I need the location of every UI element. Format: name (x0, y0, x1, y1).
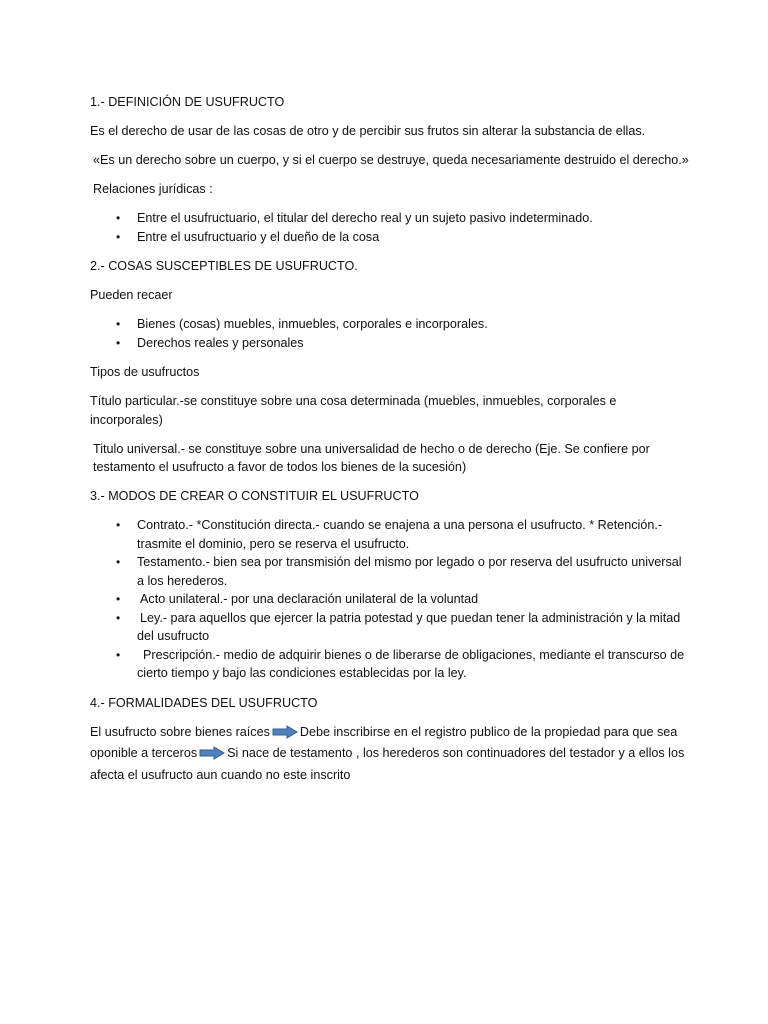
quote-paragraph: «Es un derecho sobre un cuerpo, y si el cuerpo se destruye, queda necesariamente destruido el derecho.» (93, 153, 689, 167)
list-item-text: Bienes (cosas) muebles, inmuebles, corporales e incorporales. (137, 317, 488, 331)
list-item-text: Contrato.- *Constitución directa.- cuando se enajena a una persona el usufructo. * Retención.- trasmite el dominio, pero se reserva el usufructo. (137, 518, 663, 551)
right-arrow-shape (272, 725, 298, 739)
relations-label: Relaciones jurídicas : (93, 182, 213, 196)
list-item-text: Acto unilateral.- por una declaración unilateral de la voluntad (140, 592, 479, 606)
list-item (90, 516, 690, 553)
list-item-text: Entre el usufructuario y el dueño de la cosa (137, 229, 380, 244)
document-page (90, 93, 690, 795)
list-item (90, 334, 690, 353)
bullet-icon: • (116, 229, 121, 244)
modes-list (90, 516, 690, 683)
section-1-heading: 1.- DEFINICIÓN DE USUFRUCTO (90, 95, 285, 109)
list-item (90, 209, 690, 228)
formalities-part-2: Debe inscribirse en el registro publico de la propiedad para que sea oponible a terceros (90, 724, 678, 760)
formalities-part-3: Si nace de testamento , los herederos son continuadores del testador y a ellos los afecta el usufructo aun cuando no este inscrito (90, 746, 685, 782)
things-list (90, 315, 690, 352)
list-item-text: Entre el usufructuario, el titular del derecho real y un sujeto pasivo indeterminado. (137, 211, 593, 225)
bullet-icon: • (116, 647, 121, 662)
bullet-icon: • (116, 592, 121, 606)
list-item-text: Derechos reales y personales (137, 335, 304, 350)
bullet-icon: • (116, 211, 121, 225)
formalities-part-1: El usufructo sobre bienes raíces (90, 724, 270, 739)
types-label: Tipos de usufructos (90, 365, 200, 379)
right-arrow-shape (199, 746, 225, 760)
section-2-intro: Pueden recaer (90, 288, 173, 302)
bullet-icon: • (116, 555, 121, 569)
list-item (90, 228, 690, 247)
list-item (90, 590, 690, 609)
right-arrow-icon (199, 746, 225, 766)
bullet-icon: • (116, 610, 121, 625)
bullet-icon: • (116, 317, 121, 331)
list-item (90, 609, 690, 646)
bullet-icon: • (116, 518, 121, 532)
universal-title-paragraph: Titulo universal.- se constituye sobre una universalidad de hecho o de derecho (Eje. Se confiere por testamento el usufructo a favor de todos los bienes de la sucesión) (93, 441, 650, 474)
list-item-text: Ley.- para aquellos que ejercer la patria potestad y que puedan tener la administración y la mitad del usufructo (137, 610, 681, 643)
section-2-heading: 2.- COSAS SUSCEPTIBLES DE USUFRUCTO. (90, 259, 358, 273)
definition-paragraph: Es el derecho de usar de las cosas de otro y de percibir sus frutos sin alterar la substancia de ellas. (90, 124, 646, 138)
section-3-heading: 3.- MODOS DE CREAR O CONSTITUIR EL USUFRUCTO (90, 489, 419, 503)
right-arrow-icon (272, 725, 298, 745)
list-item (90, 553, 690, 590)
list-item (90, 646, 690, 683)
list-item-text: Testamento.- bien sea por transmisión del mismo por legado o por reserva del usufructo universal a los herederos. (137, 555, 682, 588)
list-item (90, 315, 690, 334)
particular-title-paragraph: Título particular.-se constituye sobre una cosa determinada (muebles, inmuebles, corporales e incorporales) (90, 394, 617, 427)
bullet-icon: • (116, 335, 121, 350)
section-4-heading: 4.- FORMALIDADES DEL USUFRUCTO (90, 695, 318, 710)
formalities-paragraph (90, 723, 690, 785)
list-item-text: Prescripción.- medio de adquirir bienes o de liberarse de obligaciones, mediante el transcurso de cierto tiempo y bajo las condiciones establecidas por la ley. (137, 647, 685, 680)
relations-list (90, 209, 690, 246)
